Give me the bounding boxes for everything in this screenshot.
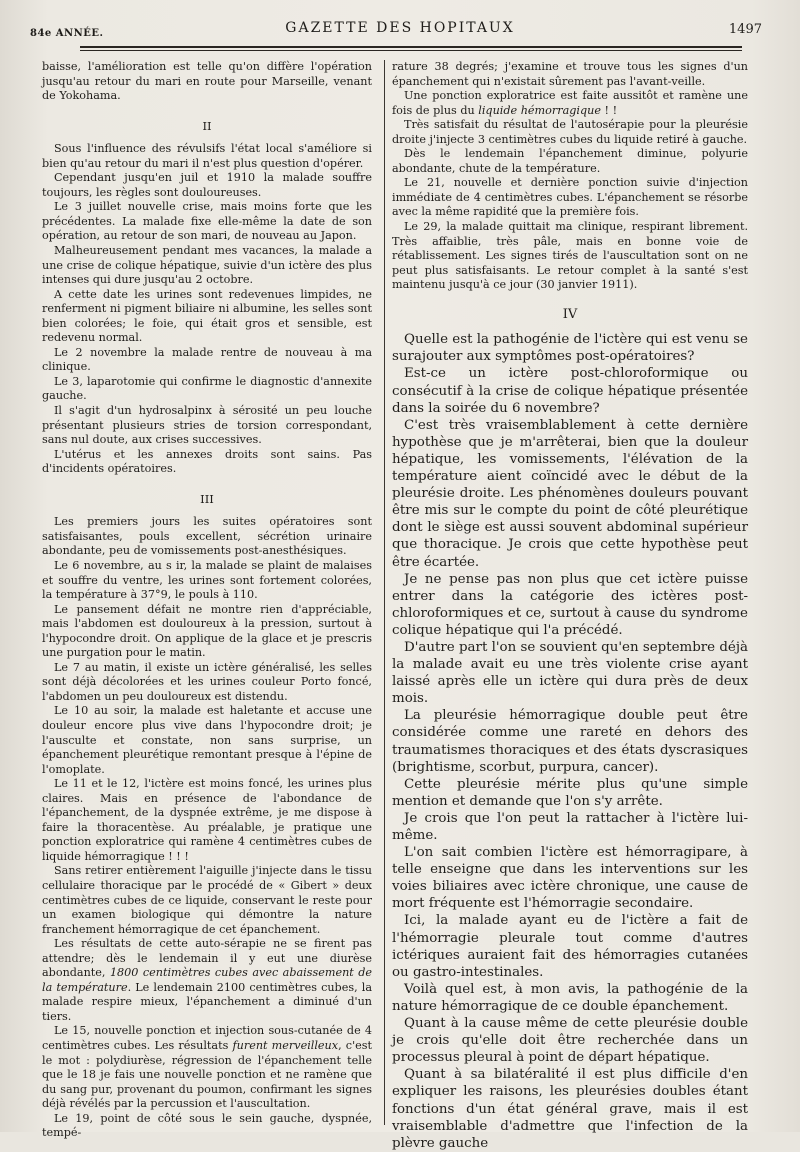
paragraph: Le 7 au matin, il existe un ictère généralisé, les selles sont déjà décolorées et les urines couleur Porto foncé, l'abdomen un peu douloureux est distendu. xyxy=(42,660,372,703)
paragraph: Le 29, la malade quittait ma clinique, respirant librement. Très affaiblie, très pâle, mais en bonne voie de rétablissement. Les signes tirés de l'auscultation sont on ne peut plus satisfaisants. Le retour complet à la santé s'est maintenu jusqu'à ce jour (30 janvier 1911). xyxy=(392,220,748,292)
column-divider xyxy=(384,60,385,1125)
text-run: ! ! xyxy=(600,103,618,117)
emphasis: 1800 centimètres cubes avec abaissement de la température xyxy=(42,966,372,994)
paragraph: Le 3, laparotomie qui confirme le diagnostic d'annexite gauche. xyxy=(42,374,372,403)
paragraph: baisse, l'amélioration est telle qu'on diffère l'opération jusqu'au retour du mari en route pour Marseille, venant de Yokohama. xyxy=(42,60,372,103)
text-run: , c'est le mot : polydiurèse, régression de l'épanchement telle que le 18 je fais une nouvelle ponction et ne ramène que du sang pur, provenant du poumon, confirmant les signes déjà révélés par la percussion et l'auscultation. xyxy=(42,1039,372,1111)
paragraph: Le 19, point de côté sous le sein gauche, dyspnée, tempé- xyxy=(42,1111,372,1140)
header-rule-thick xyxy=(80,46,742,48)
paragraph xyxy=(42,1024,372,1111)
paragraph: Le 21, nouvelle et dernière ponction suivie d'injection immédiate de 4 centimètres cubes. L'épanchement se résorbe avec la même rapidité que la première fois. xyxy=(392,176,748,219)
section-heading: III xyxy=(200,491,214,506)
paragraph: Je crois que l'on peut la rattacher à l'ictère lui-même. xyxy=(392,810,748,844)
header-rule-thin xyxy=(80,50,742,51)
paragraph: Quelle est la pathogénie de l'ictère qui est venu se surajouter aux symptômes post-opératoires? xyxy=(392,332,748,365)
paragraph: Les premiers jours les suites opératoires sont satisfaisantes, pouls excellent, sécrétion urinaire abondante, peu de vomissements post-anesthésiques. xyxy=(42,515,372,558)
left-column xyxy=(42,60,372,1141)
section-heading: IV xyxy=(562,306,578,322)
emphasis: furent merveilleux xyxy=(232,1039,339,1052)
paragraph: Il s'agit d'un hydrosalpinx à sérosité un peu louche présentant plusieurs stries de torsion correspondant, sans nul doute, aux crises successives. xyxy=(42,404,372,447)
paragraph: Très satisfait du résultat de l'autosérapie pour la pleurésie droite j'injecte 3 centimètres cubes du liquide retiré à gauche. xyxy=(392,118,748,146)
paragraph: Le 10 au soir, la malade est haletante et accuse une douleur encore plus vive dans l'hypocondre droit; je l'ausculte et constate, non sans surprise, un épanchement pleurétique remontant presque à l'épine de l'omoplate. xyxy=(42,704,372,776)
paragraph: Le 6 novembre, au s ir, la malade se plaint de malaises et souffre du ventre, les urines sont fortement colorées, la température à 37°9, le pouls à 110. xyxy=(42,558,372,602)
paragraph: Malheureusement pendant mes vacances, la malade a une crise de colique hépatique, suivie d'un ictère des plus intenses qui dure jusqu'au 2 octobre. xyxy=(42,244,372,287)
emphasis: liquide hémorragique xyxy=(478,103,601,117)
paragraph: A cette date les urines sont redevenues limpides, ne renferment ni pigment biliaire ni albumine, les selles sont bien colorées; le foie, qui était gros et sensible, est redevenu normal. xyxy=(42,287,372,345)
paragraph: Est-ce un ictère post-chloroformique ou consécutif à la crise de colique hépatique présentée dans la soirée du 6 novembre? xyxy=(392,366,748,416)
page-header xyxy=(0,14,800,48)
paragraph: Le pansement défait ne montre rien d'appréciable, mais l'abdomen est douloureux à la pression, surtout à l'hypocondre droit. On applique de la glace et je prescris une purgation pour le matin. xyxy=(42,602,372,660)
section-heading: II xyxy=(202,118,212,133)
paragraph: Sans retirer entièrement l'aiguille j'injecte dans le tissu cellulaire thoracique par le procédé de « Gibert » deux centimètres cubes de ce liquide, conservant le reste pour un examen biologique qui démontre la nature franchement hémorragique de cet épanchement. xyxy=(42,864,372,936)
text-run: Une ponction exploratrice est faite aussitôt et ramène une fois de plus du xyxy=(392,89,748,117)
paragraph: Quant à la cause même de cette pleurésie double je crois qu'elle doit être recherchée dans un processus pleural à point de départ hépatique. xyxy=(392,1016,748,1066)
text-run: Le 15, nouvelle ponction et injection sous-cutanée de 4 centimètres cubes. Les résultats xyxy=(42,1024,372,1052)
page-number: 1497 xyxy=(728,22,762,37)
text-run: . Le lendemain 2100 centimètres cubes, la malade respire mieux, l'épanchement a diminué d'un tiers. xyxy=(42,980,372,1023)
paragraph: L'on sait combien l'ictère est hémorragipare, à telle enseigne que dans les interventions sur les voies biliaires avec ictère chronique, une cause de mort fréquente est l'hémorragie secondaire. xyxy=(392,845,748,912)
paragraph: rature 38 degrés; j'examine et trouve tous les signes d'un épanchement qui n'existait sûrement pas l'avant-veille. xyxy=(392,60,748,88)
paragraph: Le 3 juillet nouvelle crise, mais moins forte que les précédentes. La malade fixe elle-même la date de son opération, au retour de son mari, de nouveau au Japon. xyxy=(42,200,372,243)
paragraph xyxy=(42,937,372,1024)
paragraph: Quant à sa bilatéralité il est plus difficile d'en expliquer les raisons, les pleurésies doubles étant fonctions d'un état général grave, mais il est vraisemblable d'admettre que l'infection de la plèvre gauche xyxy=(392,1067,748,1151)
paragraph: D'autre part l'on se souvient qu'en septembre déjà la malade avait eu une très violente crise ayant laissé après elle un ictère qui dura près de deux mois. xyxy=(392,639,748,707)
issue-label: 84e ANNÉE. xyxy=(30,28,104,39)
paragraph: Sous l'influence des révulsifs l'état local s'améliore si bien qu'au retour du mari il n'est plus question d'opérer. xyxy=(42,142,372,170)
paragraph: Voilà quel est, à mon avis, la pathogénie de la nature hémorragique de ce double épanchement. xyxy=(392,981,748,1014)
paragraph: Dès le lendemain l'épanchement diminue, polyurie abondante, chute de la température. xyxy=(392,147,748,175)
paragraph: Cette pleurésie mérite plus qu'une simple mention et demande que l'on s'y arrête. xyxy=(392,776,748,809)
paragraph: Le 2 novembre la malade rentre de nouveau à ma clinique. xyxy=(42,345,372,374)
paragraph: Je ne pense pas non plus que cet ictère puisse entrer dans la catégorie des ictères post-chloroformiques et ce, surtout à cause du syndrome colique hépatique qui l'a précédé. xyxy=(392,571,748,638)
right-column xyxy=(392,60,748,1152)
paragraph: C'est très vraisemblablement à cette dernière hypothèse que je m'arrêterai, bien que la douleur hépatique, les vomissements, l'élévation de la température aient coïncidé avec le début de la pleurésie droite. Les phénomènes douleurs pouvant être mis sur le compte du point de côté pleurétique dont le siège est aussi souvent abdominal supérieur que thoracique. Je crois que cette hypothèse peut être écartée. xyxy=(392,417,748,570)
paragraph: La pleurésie hémorragique double peut être considérée comme une rareté en dehors des traumatismes thoraciques et des états dyscrasiques (brightisme, scorbut, purpura, cancer). xyxy=(392,708,748,775)
paragraph: L'utérus et les annexes droits sont sains. Pas d'incidents opératoires. xyxy=(42,447,372,476)
text-run: Les résultats de cette auto-sérapie ne se firent pas attendre; dès le lendemain il y eut une diurèse abondante, xyxy=(42,937,372,980)
large-type-section xyxy=(392,308,748,1152)
paragraph: Ici, la malade ayant eu de l'ictère a fait de l'hémorragie pleurale tout comme d'autres ictériques auraient fait des hémorragies cutanées ou gastro-intestinales. xyxy=(392,913,748,980)
paragraph: Cependant jusqu'en juil et 1910 la malade souffre toujours, les règles sont douloureuses. xyxy=(42,171,372,199)
paragraph xyxy=(392,89,748,118)
paragraph: Le 11 et le 12, l'ictère est moins foncé, les urines plus claires. Mais en présence de l'abondance de l'épanchement, de la dyspnée extrême, je me dispose à faire la thoracentèse. Au préalable, je pratique une ponction exploratrice qui ramène 4 centimètres cubes de liquide hémorragique ! ! ! xyxy=(42,777,372,863)
journal-title: GAZETTE DES HOPITAUX xyxy=(285,20,515,36)
